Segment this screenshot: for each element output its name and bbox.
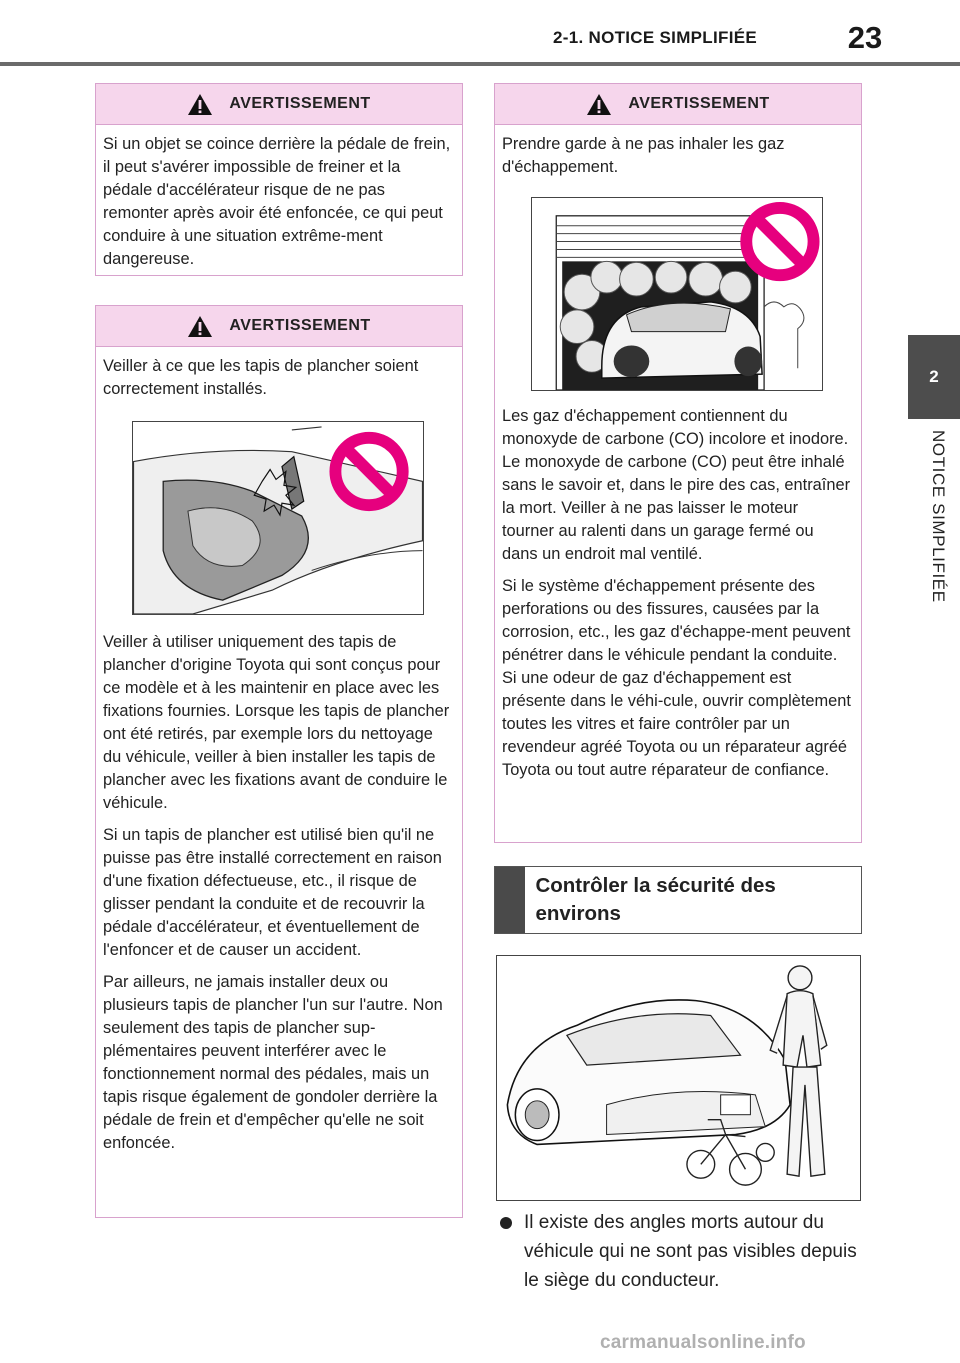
warning-paragraph: Si un objet se coince derrière la pédale de frein, il peut s'avérer impossible de freiner et la pédale d'accélérateur risque de ne pas remonter après avoir été enfoncée, ce qui peut conduire à une situation extrême-ment dangereuse.: [103, 135, 451, 268]
blind-spot-illustration: [496, 955, 861, 1201]
warning-paragraph: Si le système d'échappement présente des perforations ou des fissures, causées par la corrosion, etc., les gaz d'échappe-ment peuvent pénétrer dans le véhicule pendant la conduite. Si une odeur de gaz d'échappement est présente dans le véhi-cule, ouvrir complètement toutes les vitres et faire contrôler par un revendeur agréé Toyota ou un réparateur agréé Toyota ou tout autre réparateur de confiance.: [502, 577, 851, 779]
section-heading: [494, 866, 862, 934]
section-heading-title: Contrôler la sécurité des environs: [535, 874, 776, 925]
warning-paragraph: Par ailleurs, ne jamais installer deux ou plusieurs tapis de plancher l'un sur l'autre. Non seulement des tapis de plancher sup-plémentaires peuvent interférer avec le fonctionnement normal des pédales, mais un tapis risque également de gondoler derrière la pédale de frein et d'empêcher qu'elle ne soit enfoncée.: [103, 973, 443, 1152]
warning-header: [495, 84, 861, 125]
warning-body: [96, 125, 462, 271]
bullet-item: [494, 1208, 864, 1295]
warning-header: [96, 84, 462, 125]
warning-triangle-icon: [187, 93, 213, 116]
warning-triangle-icon: [586, 93, 612, 116]
floor-mat-illustration: [132, 421, 424, 615]
page-number: 23: [847, 20, 883, 55]
warning-title: AVERTISSEMENT: [628, 95, 770, 112]
garage-exhaust-illustration: [531, 197, 823, 391]
bullet-dot-icon: [500, 1217, 512, 1229]
warning-paragraph: Veiller à utiliser uniquement des tapis de plancher d'origine Toyota qui sont conçus pour ce modèle et à les maintenir en place avec les fixations fournies. Lorsque les tapis de plancher ont été retirés, par exemple lors du nettoyage du véhicule, veiller à bien installer les tapis de plancher avec les fixations avant de conduire le véhicule.: [103, 633, 450, 812]
chapter-side-label: NOTICE SIMPLIFIÉE: [929, 430, 948, 603]
warning-body: [96, 347, 462, 1155]
section-heading-bar: [495, 867, 525, 933]
header-section-title: 2-1. NOTICE SIMPLIFIÉE: [552, 28, 758, 47]
warning-title: AVERTISSEMENT: [229, 95, 371, 112]
warning-box-exhaust-gas: [494, 83, 862, 843]
warning-header: [96, 306, 462, 347]
warning-paragraph: Les gaz d'échappement contiennent du monoxyde de carbone (CO) incolore et inodore. Le monoxyde de carbone (CO) peut être inhalé sans le savoir et, dans le pire des cas, entraîner la mort. Veiller à ne pas laisser le moteur tourner au ralenti dans un garage fermé ou dans un endroit mal ventilé.: [502, 407, 851, 563]
warning-box-brake-pedal: [95, 83, 463, 276]
warning-paragraph: Veiller à ce que les tapis de plancher soient correctement installés.: [103, 357, 419, 398]
warning-triangle-icon: [187, 315, 213, 338]
warning-title: AVERTISSEMENT: [229, 317, 371, 334]
warning-box-floor-mats: [95, 305, 463, 1218]
bullet-text: Il existe des angles morts autour du véhicule qui ne sont pas visibles depuis le siège du conducteur.: [524, 1212, 857, 1291]
watermark: carmanualsonline.info: [600, 1332, 806, 1353]
header-rule: [0, 62, 960, 66]
warning-body: [495, 125, 861, 782]
warning-paragraph: Prendre garde à ne pas inhaler les gaz d'échappement.: [502, 135, 785, 176]
chapter-tab[interactable]: 2: [908, 335, 960, 419]
warning-paragraph: Si un tapis de plancher est utilisé bien qu'il ne puisse pas être installé correctement en raison d'une fixation défectueuse, etc., il risque de glisser pendant la conduite et de recouvrir la pédale d'accélérateur, et éventuellement de l'enfoncer et de causer un accident.: [103, 826, 442, 959]
